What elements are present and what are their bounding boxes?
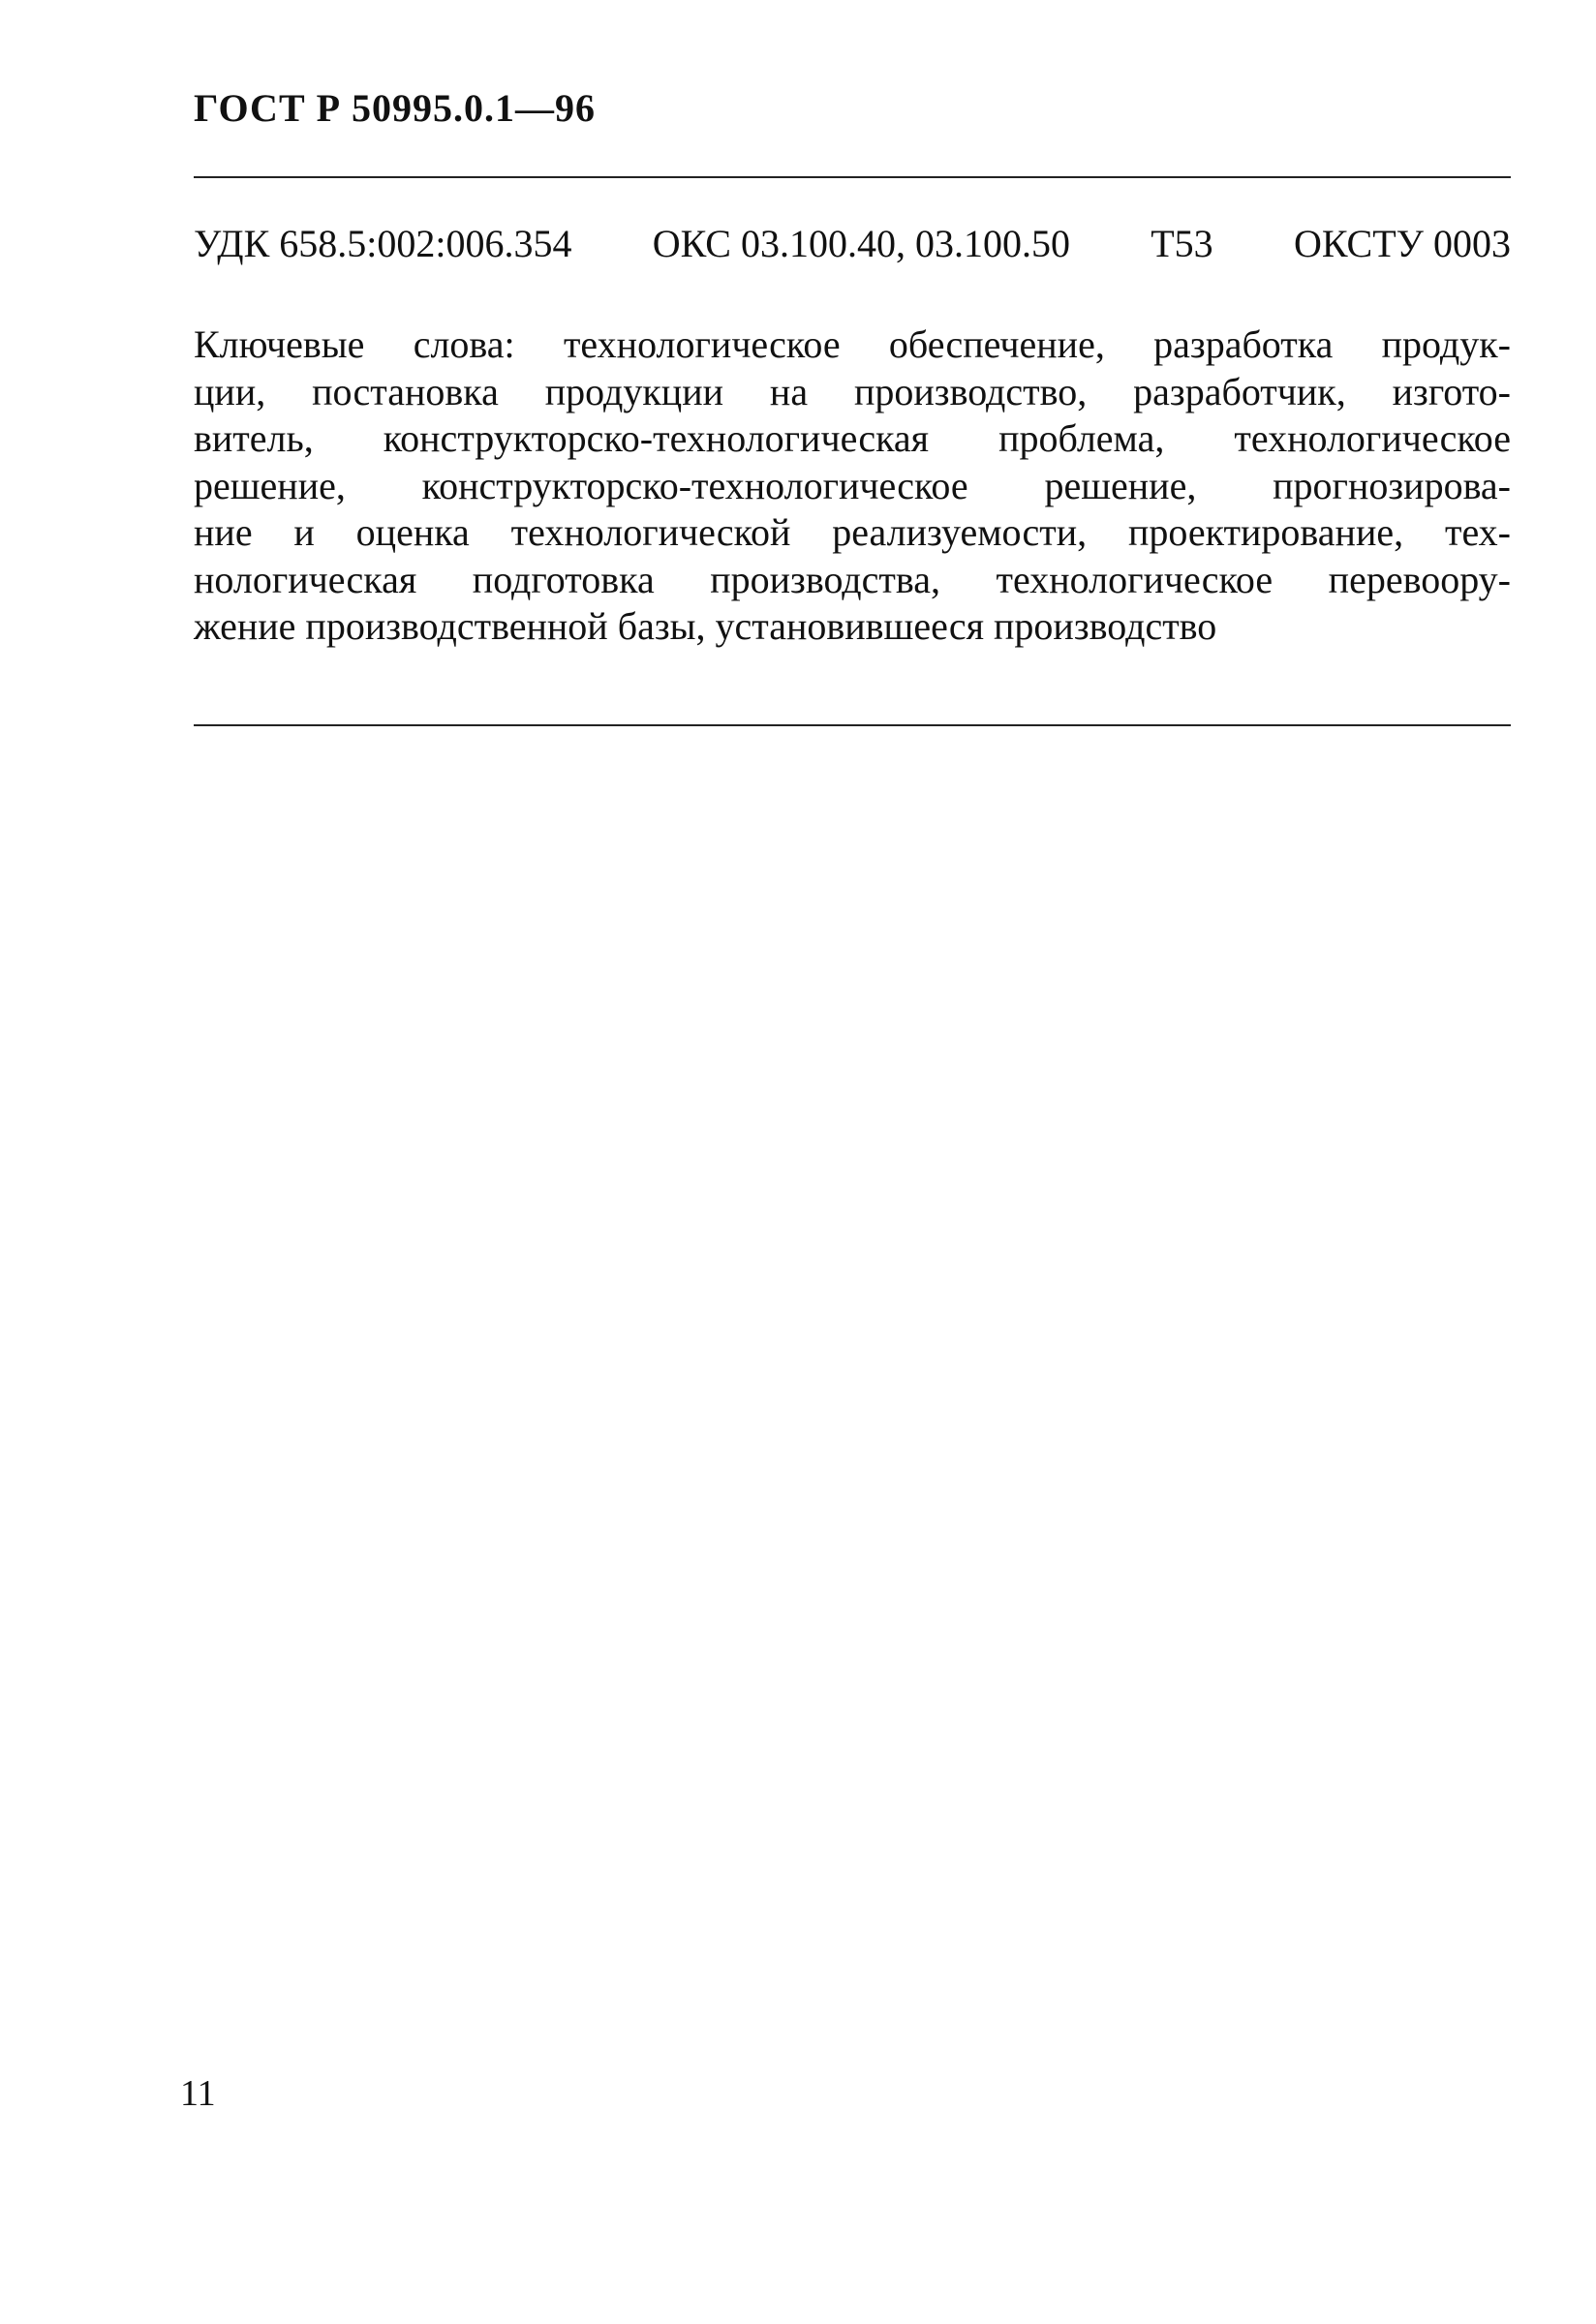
keywords-line: нологическая подготовка производства, технологическое перевоору- [194,557,1511,601]
keywords-paragraph [194,321,1511,651]
keywords-line: жение производственной базы, установившееся производство [194,604,1217,648]
classification-codes [194,221,1511,266]
page-number: 11 [180,2073,216,2114]
keywords-line: ции, постановка продукции на производство, разработчик, изгото- [194,369,1511,413]
keywords-line: Ключевые слова: технологическое обеспечение, разработка продук- [194,322,1511,366]
bottom-divider [194,724,1511,726]
t-code: Т53 [1151,222,1213,265]
okstu-code: ОКСТУ 0003 [1293,222,1511,265]
keywords-line: витель, конструкторско-технологическая проблема, технологическое [194,416,1511,460]
oks-code: ОКС 03.100.40, 03.100.50 [652,222,1070,265]
standard-code-header: ГОСТ Р 50995.0.1—96 [194,86,597,130]
keywords-line: ние и оценка технологической реализуемости, проектирование, тех- [194,510,1511,554]
top-divider [194,176,1511,178]
udk-code: УДК 658.5:002:006.354 [194,222,572,265]
keywords-line: решение, конструкторско-технологическое решение, прогнозирова- [194,463,1511,507]
